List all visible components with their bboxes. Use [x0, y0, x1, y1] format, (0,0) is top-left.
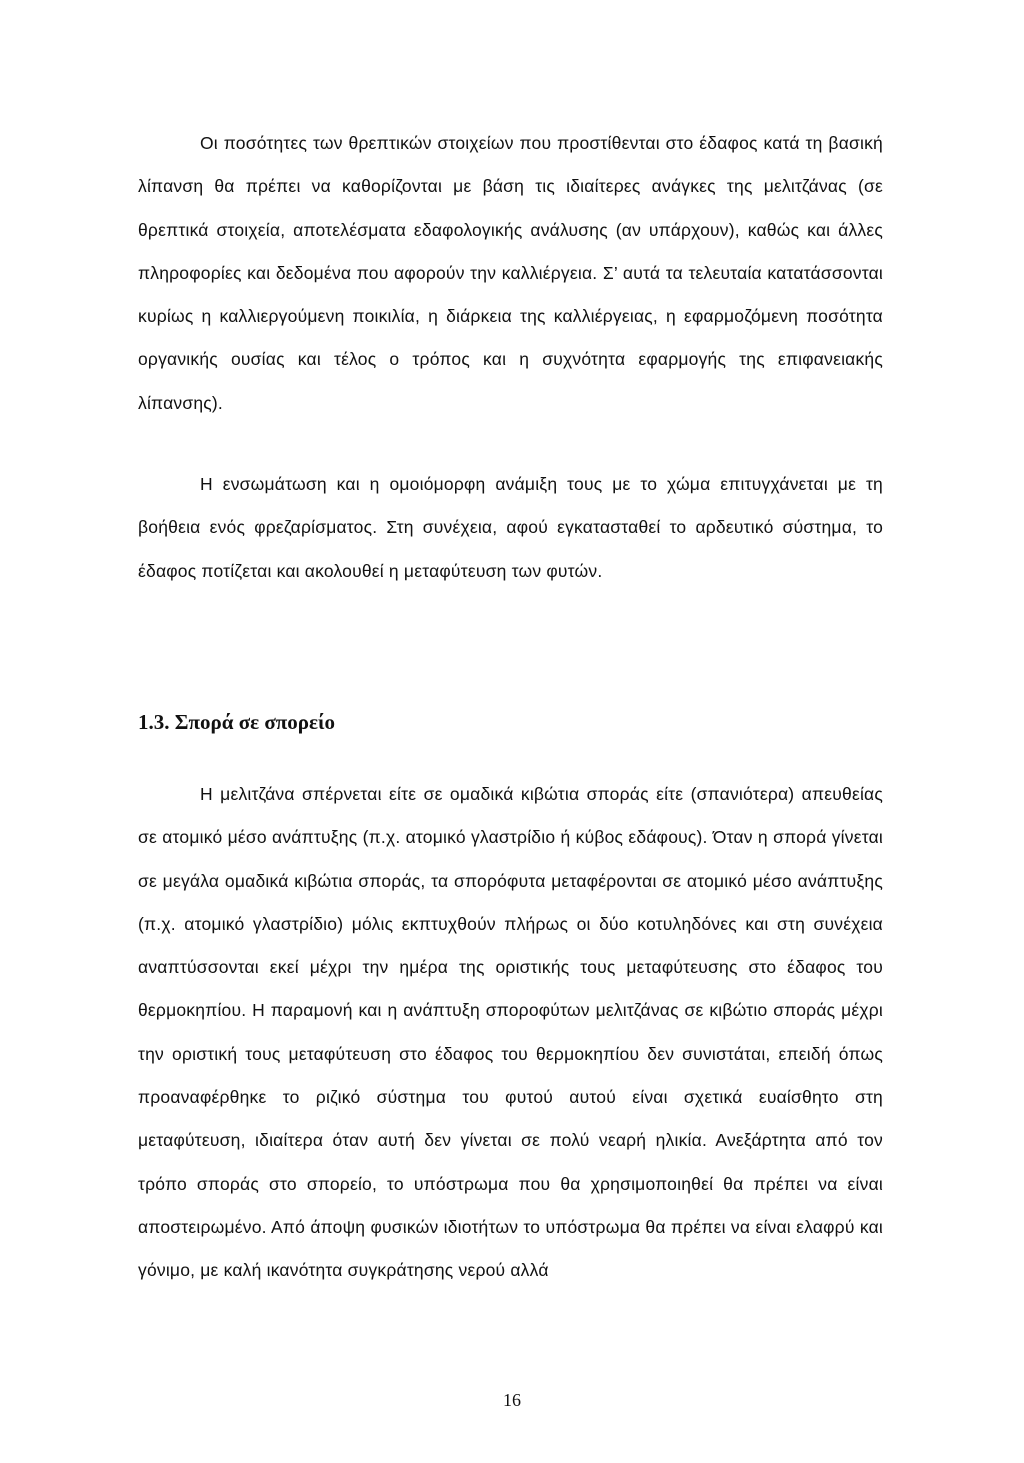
section-heading: 1.3. Σπορά σε σπορείο	[138, 710, 335, 734]
paragraph-sowing	[138, 773, 883, 1293]
page-number: 16	[503, 1390, 521, 1410]
paragraph-text: Οι ποσότητες των θρεπτικών στοιχείων που προστίθενται στο έδαφος κατά τη βασική λίπανση θα πρέπει να καθορίζονται με βάση τις ιδιαίτερες ανάγκες της μελιτζάνας (σε θρεπτικά στοιχεία, αποτελέσματα εδαφολογικής ανάλυσης (αν υπάρχουν), καθώς και άλλες πληροφορίες και δεδομένα που αφορούν την καλλιέργεια. Σ’ αυτά τα τελευταία κατατάσσονται κυρίως η καλλιεργούμενη ποικιλία, η διάρκεια της καλλιέργειας, η εφαρμοζόμενη ποσότητα οργανικής ουσίας και τέλος ο τρόπος και η συχνότητα εφαρμογής της επιφανειακής λίπανσης).	[138, 133, 883, 413]
paragraph-text: Η ενσωμάτωση και η ομοιόμορφη ανάμιξη τους με το χώμα επιτυγχάνεται με τη βοήθεια ενός φρεζαρίσματος. Στη συνέχεια, αφού εγκατασταθεί το αρδευτικό σύστημα, το έδαφος ποτίζεται και ακολουθεί η μεταφύτευση των φυτών.	[138, 474, 883, 581]
paragraph-fertilization	[138, 122, 883, 425]
paragraph-text: Η μελιτζάνα σπέρνεται είτε σε ομαδικά κιβώτια σποράς είτε (σπανιότερα) απευθείας σε ατομικό μέσο ανάπτυξης (π.χ. ατομικό γλαστρίδιο ή κύβος εδάφους). Όταν η σπορά γίνεται σε μεγάλα ομαδικά κιβώτια σποράς, τα σπορόφυτα μεταφέρονται σε ατομικό μέσο ανάπτυξης (π.χ. ατομικό γλαστρίδιο) μόλις εκπτυχθούν πλήρως οι δύο κοτυληδόνες και στη συνέχεια αναπτύσσονται εκεί μέχρι την ημέρα της οριστικής τους μεταφύτευσης στο έδαφος του θερμοκηπίου. Η παραμονή και η ανάπτυξη σποροφύτων μελιτζάνας σε κιβώτιο σποράς μέχρι την οριστική τους μεταφύτευση στο έδαφος του θερμοκηπίου δεν συνιστάται, επειδή όπως προαναφέρθηκε το ριζικό σύστημα του φυτού αυτού είναι σχετικά ευαίσθητο στη μεταφύτευση, ιδιαίτερα όταν αυτή δεν γίνεται σε πολύ νεαρή ηλικία. Ανεξάρτητα από τον τρόπο σποράς στο σπορείο, το υπόστρωμα που θα χρησιμοποιηθεί θα πρέπει να είναι αποστειρωμένο. Από άποψη φυσικών ιδιοτήτων το υπόστρωμα θα πρέπει να είναι ελαφρύ και γόνιμο, με καλή ικανότητα συγκράτησης νερού αλλά	[138, 784, 883, 1281]
paragraph-incorporation	[138, 463, 883, 593]
